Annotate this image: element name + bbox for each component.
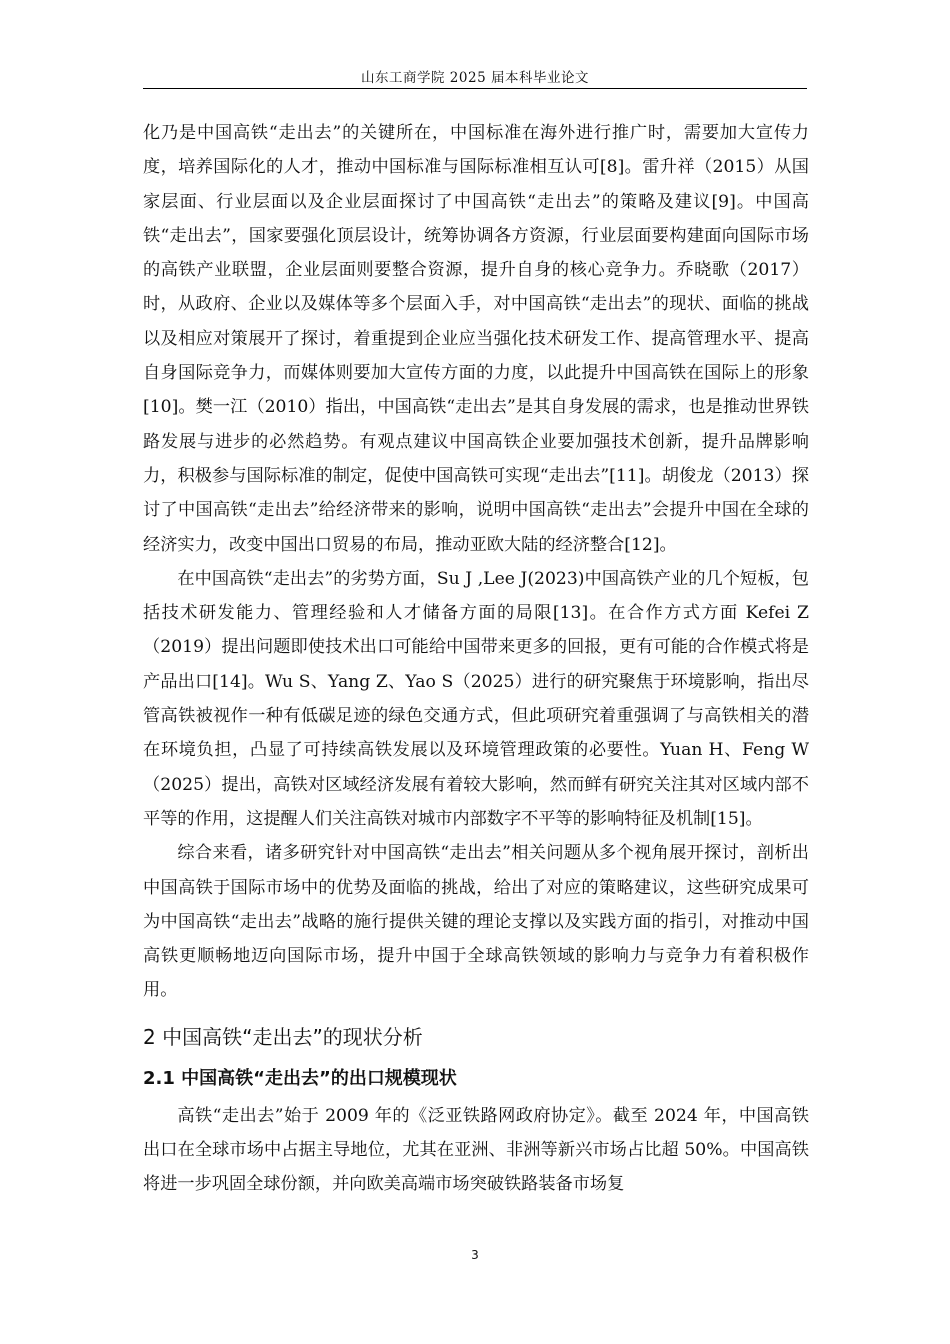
section-heading-2: 2 中国高铁“走出去”的现状分析	[143, 1024, 423, 1049]
paragraph-literature-review-continued: 化乃是中国高铁“走出去”的关键所在，中国标准在海外进行推广时，需要加大宣传力度，培养国际化的人才，推动中国标准与国际标准相互认可[8]。雷升祥（2015）从国家层面、行业层面以及企业层面探讨了中国高铁“走出去”的策略及建议[9]。中国高铁“走出去”，国家要强化顶层设计，统筹协调各方资源，行业层面要构建面向国际市场的高铁产业联盟，企业层面则要整合资源，提升自身的核心竞争力。乔晓歌（2017）时，从政府、企业以及媒体等多个层面入手，对中国高铁“走出去”的现状、面临的挑战以及相应对策展开了探讨，着重提到企业应当强化技术研发工作、提高管理水平、提高自身国际竞争力，而媒体则要加大宣传方面的力度，以此提升中国高铁在国际上的形象[10]。樊一江（2010）指出，中国高铁“走出去”是其自身发展的需求，也是推动世界铁路发展与进步的必然趋势。有观点建议中国高铁企业要加强技术创新，提升品牌影响力，积极参与国际标准的制定，促使中国高铁可实现“走出去”[11]。胡俊龙（2013）探讨了中国高铁“走出去”给经济带来的影响，说明中国高铁“走出去”会提升中国在全球的经济实力，改变中国出口贸易的布局，推动亚欧大陆的经济整合[12]。	[143, 123, 809, 555]
running-header: 山东工商学院 2025 届本科毕业论文	[361, 70, 589, 86]
section-heading-2-1: 2.1 中国高铁“走出去”的出口规模现状	[143, 1067, 457, 1089]
paragraph-summary: 综合来看，诸多研究针对中国高铁“走出去”相关问题从多个视角展开探讨，剖析出中国高铁于国际市场中的优势及面临的挑战，给出了对应的策略建议，这些研究成果可为中国高铁“走出去”战略的施行提供关键的理论支撑以及实践方面的指引，对推动中国高铁更顺畅地迈向国际市场，提升中国于全球高铁领域的影响力与竞争力有着积极作用。	[143, 843, 809, 1001]
paragraph-disadvantages: 在中国高铁“走出去”的劣势方面，Su J ,Lee J(2023)中国高铁产业的几个短板，包括技术研发能力、管理经验和人才储备方面的局限[13]。在合作方式方面 Kefei Z（2019）提出问题即使技术出口可能给中国带来更多的回报，更有可能的合作模式将是产品出口[14]。Wu S、Yang Z、Yao S（2025）进行的研究聚焦于环境影响，指出尽管高铁被视作一种有低碳足迹的绿色交通方式，但此项研究着重强调了与高铁相关的潜在环境负担，凸显了可持续高铁发展以及环境管理政策的必要性。Yuan H、Feng W（2025）提出，高铁对区域经济发展有着较大影响，然而鲜有研究关注其对区域内部不平等的作用，这提醒人们关注高铁对城市内部数字不平等的影响特征及机制[15]。	[143, 568, 809, 829]
body-text	[143, 116, 809, 1202]
paragraph-export-scale: 高铁“走出去”始于 2009 年的《泛亚铁路网政府协定》。截至 2024 年，中国高铁出口在全球市场中占据主导地位，尤其在亚洲、非洲等新兴市场占比超 50%。中国高铁将进一步巩固全球份额，并向欧美高端市场突破铁路装备市场复	[143, 1105, 809, 1195]
header-divider	[143, 88, 807, 89]
page-number: 3	[471, 1248, 479, 1262]
